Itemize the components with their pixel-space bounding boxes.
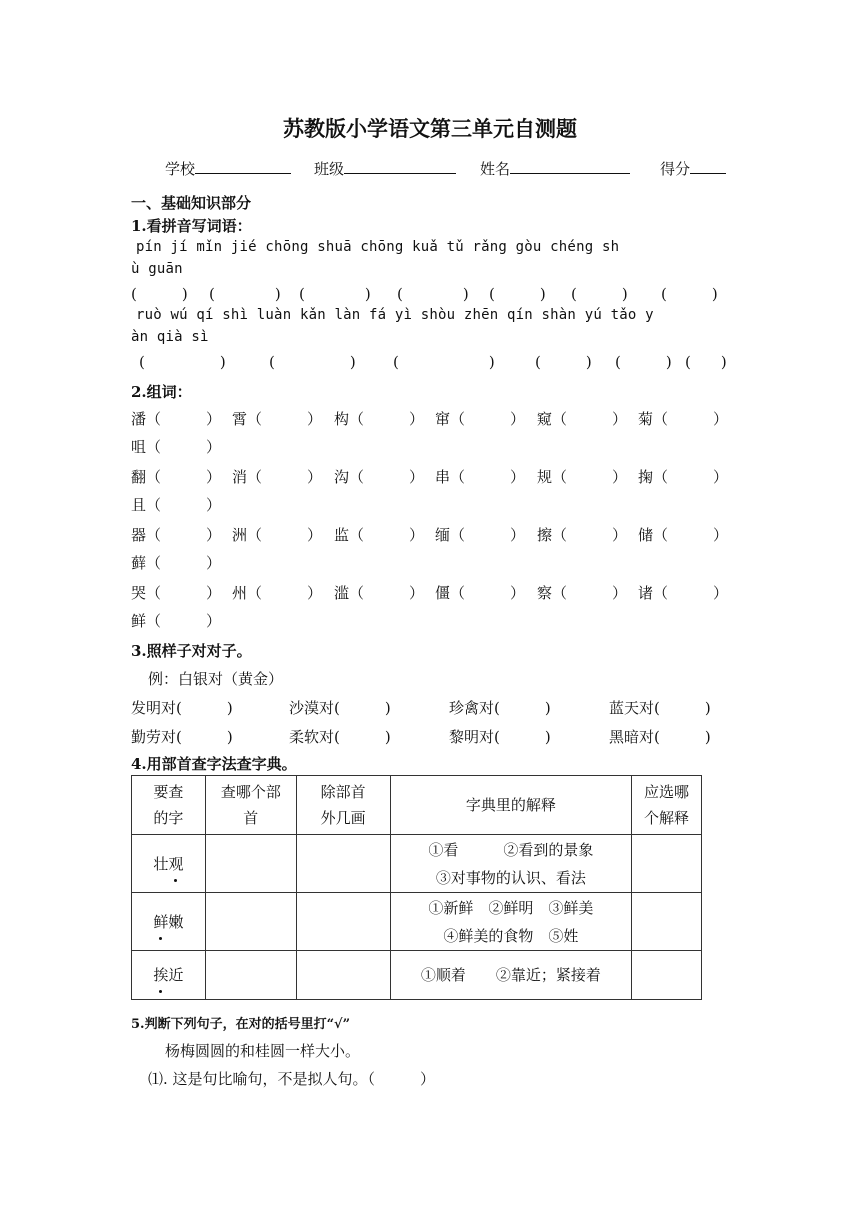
q3-item: 发明对( ) bbox=[131, 699, 233, 717]
blank[interactable]: ( ) bbox=[535, 353, 592, 371]
class-label: 班级 bbox=[314, 160, 345, 178]
q2-item: 沟（ ） bbox=[334, 468, 425, 486]
word-cell: 壮观 bbox=[132, 835, 206, 893]
blank[interactable]: ( ) bbox=[269, 353, 356, 371]
header-cell: 除部首外几画 bbox=[296, 776, 390, 835]
explanation-cell: ①新鲜 ②鲜明 ③鲜美 ④鲜美的食物 ⑤姓 bbox=[390, 893, 631, 951]
table-header-row bbox=[132, 776, 702, 835]
q2-item: 监（ ） bbox=[334, 526, 425, 544]
q2-item: 滥（ ） bbox=[334, 584, 425, 602]
answer-cell[interactable] bbox=[632, 835, 702, 893]
table-row bbox=[132, 951, 702, 1000]
q2-heading: 2.组词： bbox=[131, 383, 192, 401]
info-name bbox=[480, 158, 630, 179]
blank[interactable]: ( ) bbox=[393, 353, 495, 371]
class-blank[interactable] bbox=[344, 158, 456, 174]
q2-item: 窜（ ） bbox=[435, 410, 526, 428]
dictionary-table bbox=[131, 775, 702, 1000]
q2-item: 洲（ ） bbox=[232, 526, 323, 544]
q2-item: 串（ ） bbox=[435, 468, 526, 486]
q3-item: 勤劳对( ) bbox=[131, 728, 233, 746]
strokes-cell[interactable] bbox=[296, 951, 390, 1000]
q1-blank-row2 bbox=[131, 351, 731, 371]
school-label: 学校 bbox=[165, 160, 196, 178]
q2-item: 构（ ） bbox=[334, 410, 425, 428]
q3-item: 柔软对( ) bbox=[289, 728, 391, 746]
q5-sentence: 杨梅圆圆的和桂圆一样大小。 bbox=[165, 1042, 361, 1060]
blank[interactable]: ( ) bbox=[299, 285, 371, 303]
word-cell: 挨近 bbox=[132, 951, 206, 1000]
q2-item: 菊（ ） bbox=[638, 410, 729, 428]
blank[interactable]: ( ) bbox=[571, 285, 628, 303]
q2-item: 咀（ ） bbox=[131, 438, 222, 456]
q2-item: 且（ ） bbox=[131, 496, 222, 514]
info-score bbox=[660, 158, 726, 179]
strokes-cell[interactable] bbox=[296, 893, 390, 951]
q2-item: 器（ ） bbox=[131, 526, 222, 544]
q1-pinyin-line2: ruò wú qí shì luàn kǎn làn fá yì shòu zhēn qín shàn yú tǎo y bbox=[136, 307, 654, 323]
q2-item: 规（ ） bbox=[537, 468, 628, 486]
name-label: 姓名 bbox=[480, 160, 511, 178]
score-blank[interactable] bbox=[690, 158, 726, 174]
q5-item-1[interactable]: ⑴. 这是句比喻句，不是拟人句。（ ） bbox=[148, 1070, 436, 1088]
header-cell: 要查的字 bbox=[132, 776, 206, 835]
q2-item: 诸（ ） bbox=[638, 584, 729, 602]
word-cell: 鲜嫩 bbox=[132, 893, 206, 951]
q2-item: 储（ ） bbox=[638, 526, 729, 544]
blank[interactable]: ( ) bbox=[615, 353, 672, 371]
q2-item: 霄（ ） bbox=[232, 410, 323, 428]
q2-item: 翻（ ） bbox=[131, 468, 222, 486]
header-cell: 查哪个部 首 bbox=[205, 776, 296, 835]
q3-item: 黑暗对( ) bbox=[609, 728, 711, 746]
blank[interactable]: ( ) bbox=[139, 353, 226, 371]
page-title: 苏教版小学语文第三单元自测题 bbox=[283, 116, 577, 141]
q1-heading: 1.看拼音写词语： bbox=[131, 217, 252, 235]
section-heading: 一、基础知识部分 bbox=[131, 194, 252, 212]
explanation-cell: ①顺着 ②靠近；紧接着 bbox=[390, 951, 631, 1000]
radical-cell[interactable] bbox=[205, 835, 296, 893]
blank[interactable]: ( ) bbox=[209, 285, 281, 303]
blank[interactable]: ( ) bbox=[131, 285, 188, 303]
q4-heading: 4.用部首查字法查字典。 bbox=[131, 755, 297, 773]
q3-item: 珍禽对( ) bbox=[449, 699, 551, 717]
blank[interactable]: ( ) bbox=[685, 353, 727, 371]
blank[interactable]: ( ) bbox=[397, 285, 469, 303]
answer-cell[interactable] bbox=[632, 951, 702, 1000]
q5-heading: 5.判断下列句子，在对的括号里打“√” bbox=[131, 1017, 351, 1032]
blank[interactable]: ( ) bbox=[489, 285, 546, 303]
info-class bbox=[314, 158, 456, 179]
name-blank[interactable] bbox=[510, 158, 630, 174]
radical-cell[interactable] bbox=[205, 951, 296, 1000]
q1-pinyin-line1: pín jí mǐn jié chōng shuā chōng kuǎ tǔ rǎng gòu chéng sh bbox=[136, 239, 620, 255]
strokes-cell[interactable] bbox=[296, 835, 390, 893]
q2-item: 鲜（ ） bbox=[131, 612, 222, 630]
q2-item: 掬（ ） bbox=[638, 468, 729, 486]
q1-pinyin-line2b: àn qià sì bbox=[131, 329, 209, 345]
header-cell: 字典里的解释 bbox=[390, 776, 631, 835]
explanation-cell: ①看 ②看到的景象 ③对事物的认识、看法 bbox=[390, 835, 631, 893]
q1-blank-row1 bbox=[131, 283, 731, 303]
school-blank[interactable] bbox=[195, 158, 291, 174]
q3-example: 例：白银对（黄金） bbox=[148, 670, 284, 688]
answer-cell[interactable] bbox=[632, 893, 702, 951]
q2-item: 察（ ） bbox=[537, 584, 628, 602]
score-label: 得分 bbox=[660, 160, 691, 178]
q2-item: 擦（ ） bbox=[537, 526, 628, 544]
q2-item: 窥（ ） bbox=[537, 410, 628, 428]
header-cell: 应选哪个解释 bbox=[632, 776, 702, 835]
radical-cell[interactable] bbox=[205, 893, 296, 951]
q3-item: 黎明对( ) bbox=[449, 728, 551, 746]
blank[interactable]: ( ) bbox=[661, 285, 718, 303]
q3-item: 蓝天对( ) bbox=[609, 699, 711, 717]
q2-item: 缅（ ） bbox=[435, 526, 526, 544]
q3-item: 沙漠对( ) bbox=[289, 699, 391, 717]
q2-item: 潘（ ） bbox=[131, 410, 222, 428]
q2-item: 僵（ ） bbox=[435, 584, 526, 602]
table-row bbox=[132, 835, 702, 893]
q2-item: 哭（ ） bbox=[131, 584, 222, 602]
q3-heading: 3.照样子对对子。 bbox=[131, 642, 252, 660]
info-school bbox=[165, 158, 291, 179]
q2-item: 藓（ ） bbox=[131, 554, 222, 572]
q2-item: 州（ ） bbox=[232, 584, 323, 602]
table-row bbox=[132, 893, 702, 951]
q1-pinyin-line1b: ù guān bbox=[131, 261, 183, 277]
q2-item: 消（ ） bbox=[232, 468, 323, 486]
